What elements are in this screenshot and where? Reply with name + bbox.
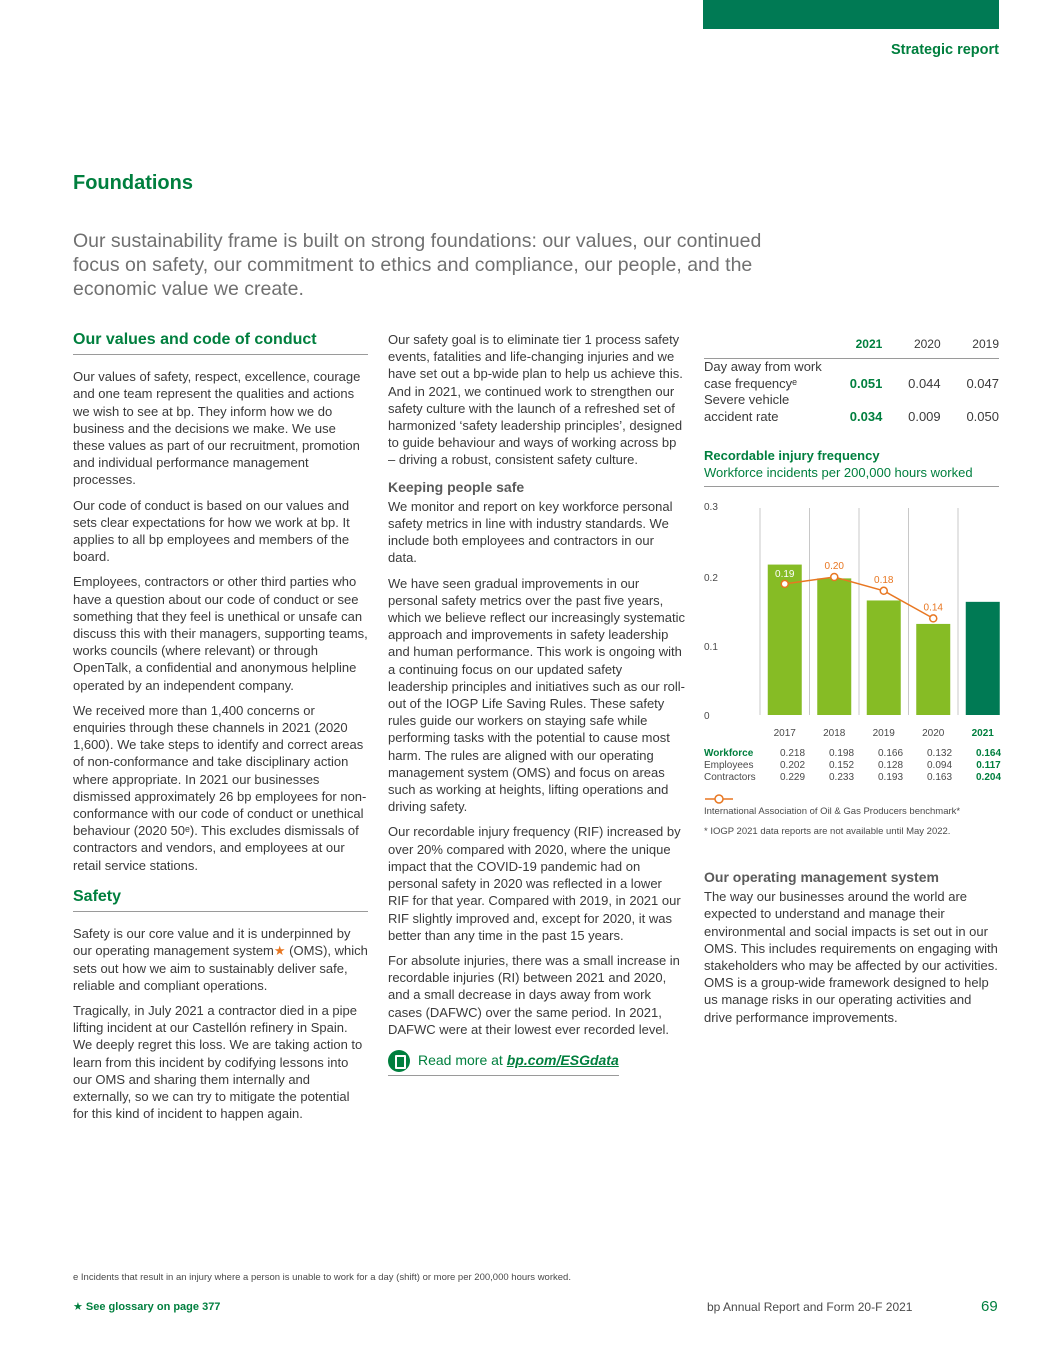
x-tick-label: 2019 [872, 728, 895, 739]
page-title: Foundations [73, 172, 193, 194]
cell-value: 0.009 [908, 408, 941, 424]
benchmark-value-label: 0.14 [923, 602, 943, 614]
cell-value: 0.166 [877, 748, 904, 759]
bar-2021 [966, 602, 1000, 715]
table-row [704, 772, 1013, 784]
safety-heading: Safety [73, 888, 368, 912]
y-tick-label: 0.3 [704, 502, 718, 513]
footnote-e: e Incidents that result in an injury where a person is unable to work for a day (shift) or more per 200,000 hours worked. [73, 1272, 571, 1283]
bar-2018 [817, 578, 851, 715]
cell-value: 0.094 [926, 760, 953, 771]
glossary-link[interactable]: ★ See glossary on page 377 [73, 1301, 221, 1313]
section-label: Strategic report [891, 42, 999, 58]
benchmark-point [781, 580, 788, 587]
column-2 [388, 331, 685, 1076]
year-header: 2019 [941, 336, 999, 359]
x-tick-label: 2021 [971, 728, 994, 739]
chart-subtitle: Workforce incidents per 200,000 hours worked [704, 464, 999, 486]
cell-value: 0.233 [828, 772, 855, 783]
table-row [704, 748, 1013, 760]
cell-value: 0.128 [877, 760, 904, 771]
esg-data-link[interactable]: bp.com/ESGdata [506, 1052, 619, 1069]
keeping-people-safe-heading: Keeping people safe [388, 478, 525, 495]
safety-paragraph: Safety is our core value and it is underpinned by our operating management system★ (OMS), which sets out how we aim to sustainably deliver safe, reliable and compliant operations. [73, 926, 368, 993]
column-1 [73, 331, 368, 1130]
report-title: bp Annual Report and Form 20-F 2021 [707, 1300, 913, 1314]
intro-text: Our sustainability frame is built on strong foundations: our values, our continued focus on safety, our commitment to ethics and compliance, our people, and the economic value we create. [73, 230, 762, 300]
safety-paragraph: We have seen gradual improvements in our personal safety metrics over the past five years, which we believe reflect our increasingly systematic approach and improvements in safety leadership and human performance. This work is ongoing with a continuing focus on our updated safety leadership principles and initiatives such as our roll-out of the IOGP Life Saving Rules. These safety rules guide our workers on staying safe while performing tasks with the potential to cause most harm. The rules are aligned with our operating management system (OMS) and focus on areas such as working at heights, lifting operations and driving safety. [388, 575, 685, 815]
safety-goal-paragraph: Our safety goal is to eliminate tier 1 process safety events, fatalities and life-changing injuries and we have set out a bp-wide plan to help us achieve this. And in 2021, we continued work to strengthen our safety culture with the launch of a refreshed set of harmonized ‘safety leadership principles’, designed to guide behaviour and ways of working across bp – driving a robust, consistent safety culture. [388, 332, 683, 468]
read-more-link[interactable]: Read more at bp.com/ESGdata [388, 1050, 619, 1076]
benchmark-value-label: 0.18 [874, 574, 894, 586]
chart-footnote: * IOGP 2021 data reports are not available until May 2022. [704, 826, 951, 837]
cell-value: 0.164 [975, 748, 1002, 759]
values-paragraph: We received more than 1,400 concerns or enquiries through these channels in 2021 (2020 1,600). We take steps to identify and correct areas of non-conformance and take disciplinary action where appropriate. In 2021 our businesses dismissed approximately 26 bp employees for non-conformance with our code of conduct or unethical behaviour (2020 50ᵉ). This excludes dismissals of contractors and vendors, and employees at our retail service stations. [73, 702, 367, 873]
chart-data-table [704, 748, 1013, 784]
values-paragraph: Our code of conduct is based on our values and sets clear expectations for how we work at bp. It applies to all bp employees and members of the board. [73, 497, 350, 565]
x-tick-label: 2017 [773, 728, 796, 739]
cell-value: 0.047 [966, 375, 999, 391]
document-icon [388, 1050, 410, 1072]
cell-value: 0.202 [779, 760, 806, 771]
benchmark-point [831, 574, 838, 581]
year-header: 2021 [824, 336, 882, 359]
series-label: Employees [704, 760, 754, 771]
cell-value: 0.229 [779, 772, 806, 783]
column-3 [704, 336, 999, 487]
x-tick-label: 2020 [922, 728, 945, 739]
table-row [704, 392, 999, 425]
benchmark-point [880, 587, 887, 594]
series-label: Workforce [704, 748, 754, 759]
series-label: Contractors [704, 772, 756, 783]
bar-2020 [916, 624, 950, 715]
y-tick-label: 0.1 [704, 642, 718, 653]
top-accent-bar [703, 0, 999, 29]
cell-value: 0.044 [908, 375, 941, 391]
table-row [704, 760, 1013, 772]
cell-value: 0.050 [966, 408, 999, 424]
benchmark-legend-label: International Association of Oil & Gas Producers benchmark* [704, 806, 961, 817]
cell-value: 0.132 [926, 748, 953, 759]
bar-2019 [867, 600, 901, 715]
recordable-injury-chart [700, 496, 1000, 741]
safety-paragraph: Tragically, in July 2021 a contractor died in a pipe lifting incident at our Castellón refinery in Spain. We deeply regret this loss. We are taking action to learn from this incident by codifying lessons into our OMS and sharing them internally and externally, so we can try to mitigate the potential for this kind of incident to happen again. [73, 1002, 363, 1122]
oms-paragraph: The way our businesses around the world are expected to understand and manage their environmental and social impacts is set out in our OMS. This includes requirements on engaging with stakeholders who may be affected by our activities. OMS is a group-wide framework designed to help us manage risks in our operating activities and drive performance improvements. [704, 889, 998, 1025]
benchmark-legend-icon [704, 793, 734, 805]
row-label: Severe vehicle accident rate [704, 392, 790, 424]
x-tick-label: 2018 [823, 728, 846, 739]
cell-value: 0.051 [849, 375, 883, 391]
cell-value: 0.218 [779, 748, 806, 759]
cell-value: 0.152 [828, 760, 855, 771]
oms-section [704, 869, 1000, 1026]
values-paragraph: Employees, contractors or other third parties who have a question about our code of conduct or see something that they feel is unethical or unsafe can discuss this with their managers, supporting teams, works councils (where relevant) or through OpenTalk, a confidential and anonymous helpline operated by an independent company. [73, 574, 368, 693]
row-label: Day away from work case frequencyᵉ [704, 359, 822, 391]
year-header: 2020 [882, 336, 940, 359]
cell-value: 0.034 [849, 408, 883, 424]
page-number: 69 [981, 1298, 998, 1315]
benchmark-value-label: 0.20 [824, 561, 844, 572]
oms-heading: Our operating management system [704, 869, 939, 885]
cell-value: 0.163 [926, 772, 953, 783]
y-tick-label: 0.2 [704, 573, 718, 584]
chart-title: Recordable injury frequency [704, 448, 880, 464]
benchmark-value-label: 0.19 [775, 568, 795, 580]
table-row [704, 359, 999, 393]
cell-value: 0.204 [975, 772, 1002, 783]
glossary-star-icon[interactable]: ★ [273, 943, 286, 959]
y-tick-label: 0 [704, 711, 710, 722]
values-heading: Our values and code of conduct [73, 331, 368, 355]
safety-paragraph: We monitor and report on key workforce personal safety metrics in line with industry standards. We include both employees and contractors in our data. [388, 498, 673, 566]
safety-paragraph: For absolute injuries, there was a small increase in recordable injuries (RI) between 2021 and 2020, and a small decrease in days away from work cases (DAFWC) over the same period. In 2021, DAFWC were at their lowest ever recorded level. [388, 952, 680, 1037]
safety-metrics-table [704, 336, 999, 425]
values-paragraph: Our values of safety, respect, excellence, courage and one team represent the qualities and actions we wish to see at bp. They inform how we do business and the decisions we make. We use these values as part of our recruitment, promotion and individual performance management processes. [73, 369, 361, 488]
cell-value: 0.198 [828, 748, 855, 759]
benchmark-point [930, 615, 937, 622]
cell-value: 0.117 [976, 760, 1001, 771]
cell-value: 0.193 [877, 772, 904, 783]
safety-paragraph: Our recordable injury frequency (RIF) increased by over 20% compared with 2020, where the unique impact that the COVID-19 pandemic had on personal safety in 2020 was reflected in a lower RIF for that year. Compared with 2019, in 2021 our RIF slightly improved and, except for 2020, it was better than any time in the past 15 years. [388, 824, 681, 943]
